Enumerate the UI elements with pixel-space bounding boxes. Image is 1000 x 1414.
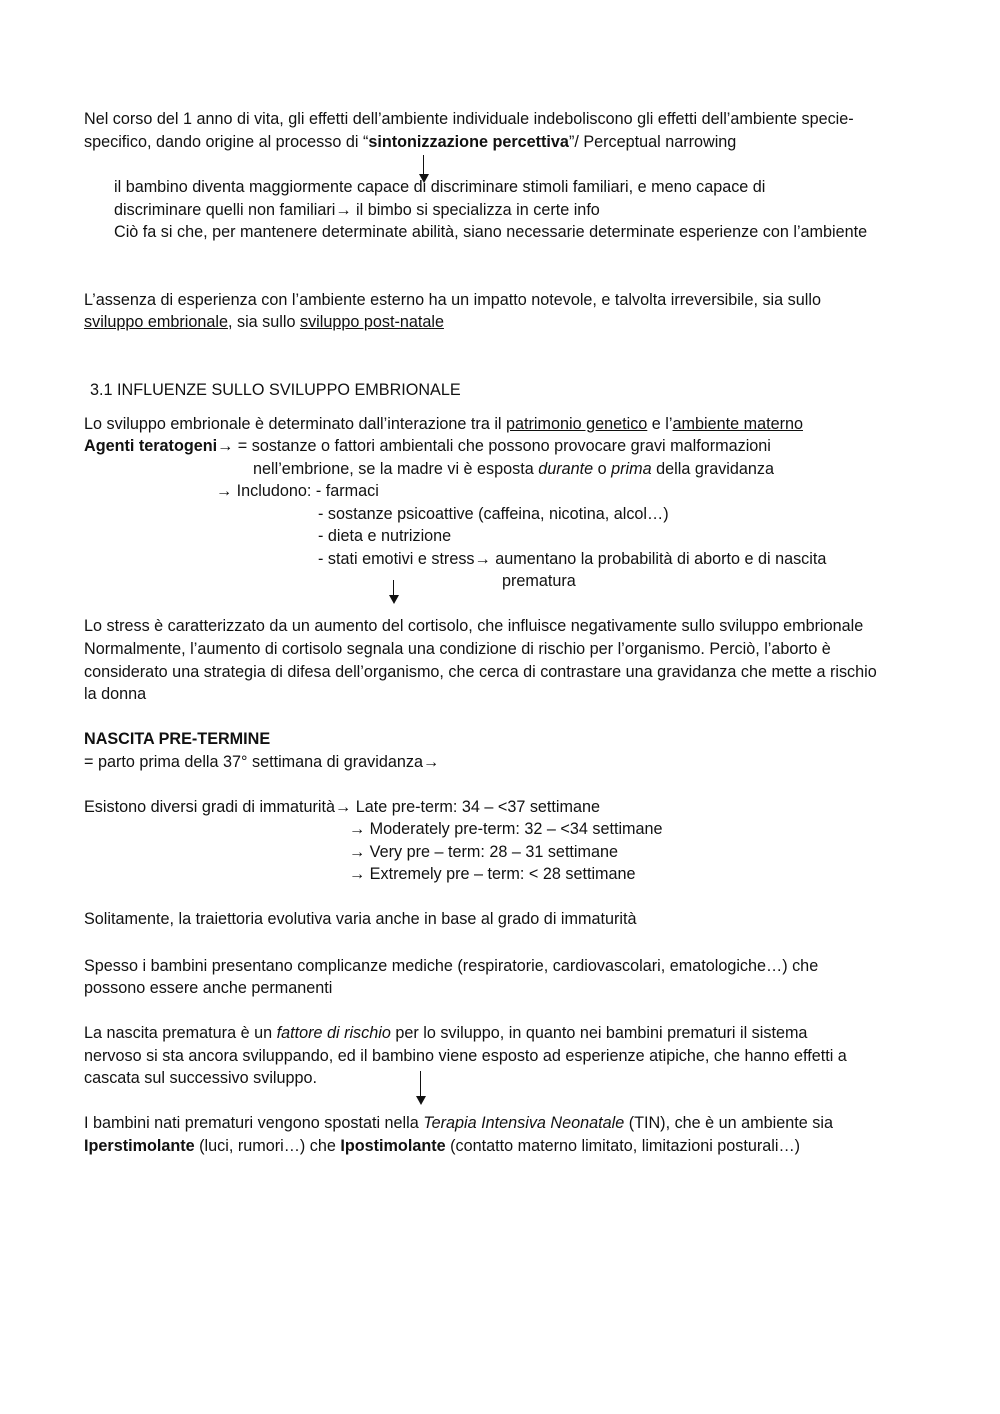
term-sviluppo-post-natale: sviluppo post-natale: [299, 313, 444, 331]
p6-line1: [84, 797, 600, 817]
term-sviluppo-embrionale: sviluppo embrionale: [84, 313, 228, 331]
grade-late-preterm: → Late pre-term: 34 – <37 settimane: [335, 798, 600, 816]
p4-line8: prematura: [502, 572, 576, 590]
p4-line6: - dieta e nutrizione: [318, 527, 452, 545]
p8-line1: Spesso i bambini presentano complicanze mediche (respiratorie, cardiovascolari, ematologiche…) che: [84, 957, 819, 975]
down-arrow-icon: [416, 1071, 426, 1105]
p4-text: Lo sviluppo embrionale è determinato dall’interazione tra il: [84, 415, 507, 433]
key-term-iperstimolante: Iperstimolante: [84, 1137, 195, 1155]
p10-text: I bambini nati prematuri vengono spostati nella: [84, 1114, 424, 1132]
p10-text-3: (luci, rumori…) che: [194, 1137, 341, 1155]
p8-line2: possono essere anche permanenti: [84, 979, 333, 997]
key-term-agenti-teratogeni: Agenti teratogeni: [84, 437, 218, 455]
down-arrow-icon: [389, 580, 399, 604]
p4-line4: → Includono: - farmaci: [216, 482, 379, 500]
term-fattore-di-rischio: fattore di rischio: [276, 1024, 391, 1042]
p6-text: Esistono diversi gradi di immaturità: [84, 798, 336, 816]
p4-line5: - sostanze psicoattive (caffeina, nicotina, alcol…): [318, 505, 669, 523]
p7-line1: Solitamente, la traiettoria evolutiva varia anche in base al grado di immaturità: [84, 910, 637, 928]
term-tin: Terapia Intensiva Neonatale: [423, 1114, 625, 1132]
p9-line2: nervoso si sta ancora sviluppando, ed il bambino viene esposto ad esperienze atipiche, che hanno effetti a: [84, 1047, 847, 1065]
p4-text-4: o: [593, 460, 612, 478]
term-durante: durante: [538, 460, 594, 478]
p5-line2: Normalmente, l’aumento di cortisolo segnala una condizione di rischio per l’organismo. Perciò, l’aborto è: [84, 640, 831, 658]
p1-text: specifico, dando origine al processo di “: [84, 133, 369, 151]
grade-moderately-preterm: → Moderately pre-term: 32 – <34 settimane: [349, 820, 663, 838]
p4-definition: → = sostanze o fattori ambientali che possono provocare gravi malformazioni: [217, 437, 771, 455]
section-heading-3-1: 3.1 INFLUENZE SULLO SVILUPPO EMBRIONALE: [90, 381, 461, 399]
p10-text-4: (contatto materno limitato, limitazioni posturali…): [445, 1137, 801, 1155]
p9-line1: [84, 1023, 807, 1043]
p2-line3: Ciò fa si che, per mantenere determinate abilità, siano necessarie determinate esperienze con l’ambiente: [114, 223, 868, 241]
p9-text: La nascita prematura è un: [84, 1024, 277, 1042]
p9-line3: cascata sul successivo sviluppo.: [84, 1069, 318, 1087]
p4-text-5: della gravidanza: [651, 460, 775, 478]
p2-line2: discriminare quelli non familiari→ il bimbo si specializza in certe info: [114, 201, 600, 219]
p4-line2: [84, 436, 771, 456]
grade-very-preterm: → Very pre – term: 28 – 31 settimane: [349, 843, 619, 861]
preterm-definition: = parto prima della 37° settimana di gravidanza→: [84, 753, 440, 771]
p9-text-2: per lo sviluppo, in quanto nei bambini prematuri il sistema: [390, 1024, 808, 1042]
term-ambiente-materno: ambiente materno: [672, 415, 803, 433]
p5-line3: considerato una strategia di difesa dell’organismo, che cerca di contrastare una gravidanza che mette a rischio: [84, 663, 877, 681]
p3-line2: [84, 312, 444, 332]
p5-line4: la donna: [84, 685, 147, 703]
p4-line3: [253, 459, 774, 479]
p1-line2: [84, 132, 736, 152]
p10-line1: [84, 1113, 833, 1133]
p4-text-2: e l’: [647, 415, 673, 433]
p3-line1: L’assenza di esperienza con l’ambiente esterno ha un impatto notevole, e talvolta irreversibile, sia sullo: [84, 291, 821, 309]
p1-text-end: ”/ Perceptual narrowing: [568, 133, 737, 151]
p1-line1: Nel corso del 1 anno di vita, gli effetti dell’ambiente individuale indeboliscono gli effetti dell’ambiente specie-: [84, 110, 854, 128]
term-patrimonio-genetico: patrimonio genetico: [506, 415, 648, 433]
p4-line1: [84, 414, 803, 434]
heading-nascita-pre-termine: NASCITA PRE-TERMINE: [84, 730, 271, 748]
grade-extremely-preterm: → Extremely pre – term: < 28 settimane: [349, 865, 636, 883]
p5-line1: Lo stress è caratterizzato da un aumento del cortisolo, che influisce negativamente sullo sviluppo embrionale: [84, 617, 864, 635]
key-term-ipostimolante: Ipostimolante: [340, 1137, 446, 1155]
p3-text: , sia sullo: [227, 313, 300, 331]
p4-line7: - stati emotivi e stress→ aumentano la probabilità di aborto e di nascita: [318, 550, 827, 568]
p10-text-2: (TIN), che è un ambiente sia: [624, 1114, 833, 1132]
term-prima: prima: [611, 460, 652, 478]
p4-text-3: nell’embrione, se la madre vi è esposta: [253, 460, 539, 478]
p10-line2: [84, 1136, 800, 1156]
key-term-sintonizzazione: sintonizzazione percettiva: [368, 133, 569, 151]
p2-line1: il bambino diventa maggiormente capace di discriminare stimoli familiari, e meno capace di: [114, 178, 766, 196]
